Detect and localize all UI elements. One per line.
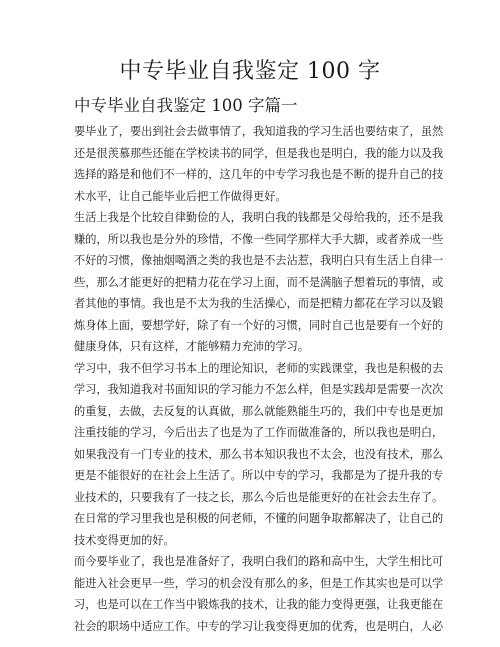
body-line: 社会的职场中适应工作。中专的学习让我变得更加的优秀，也是明白，人必 — [74, 619, 444, 633]
body-line: 的重复，去做，去反复的认真做，那么就能熟能生巧的，我们中专也是更加 — [74, 404, 444, 418]
body-line: 业技术的，只要我有了一技之长，那么今后也是能更好的在社会去生存了。 — [74, 490, 444, 504]
body-line: 健康身体，只有这样，才能够精力充沛的学习。 — [74, 340, 309, 353]
body-line: 选择的路是和他们不一样的，这几年的中专学习我也是不断的提升自己的技 — [74, 168, 444, 181]
body-line: 者其他的事情。我也是不太为我的生活操心，而是把精力都花在学习以及锻 — [74, 297, 444, 310]
body-line: 更是不能很好的在社会上生活了。所以中专的学习，我都是为了提升我的专 — [74, 469, 444, 482]
body-line: 而今要毕业了，我也是准备好了，我明白我们的路和高中生，大学生相比可 — [74, 555, 444, 568]
body-line: 不好的习惯，像抽烟喝酒之类的我也是不去沾惹，我明白只有生活上自律一 — [74, 254, 444, 267]
body-line: 学习，我知道我对书面知识的学习能力不怎么样，但是实践却是需要一次次 — [74, 383, 444, 396]
body-line: 习，也是可以在工作当中锻炼我的技术，让我的能力变得更强，让我更能在 — [74, 598, 444, 611]
section-heading: 中专毕业自我鉴定 100 字篇一 — [74, 96, 298, 115]
body-text — [74, 121, 444, 637]
body-line: 赚的，所以我也是分外的珍惜，不像一些同学那样大手大脚，或者养成一些 — [74, 232, 444, 246]
body-line: 如果我没有一门专业的技术，那么书本知识我也不太会，也没有技术，那么 — [74, 447, 444, 461]
body-line: 还是很羡慕那些还能在学校读书的同学，但是我也是明白，我的能力以及我 — [74, 146, 444, 160]
body-line: 炼身体上面，要想学好，除了有一个好的习惯，同时自己也是要有一个好的 — [74, 318, 444, 332]
body-line: 在日常的学习里我也是积极的问老师，不懂的问题争取都解决了，让自己的 — [74, 512, 444, 525]
body-line: 能进入社会更早一些，学习的机会没有那么的多，但是工作其实也是可以学 — [74, 576, 444, 590]
document-title: 中专毕业自我鉴定 100 字 — [119, 59, 381, 84]
body-line: 要毕业了，要出到社会去做事情了，我知道我的学习生活也要结束了，虽然 — [74, 125, 444, 138]
body-line: 学习中，我不但学习书本上的理论知识，老师的实践课堂，我也是积极的去 — [74, 361, 444, 375]
body-line: 些，那么才能更好的把精力花在学习上面，而不是满脑子想着玩的事情，或 — [74, 275, 444, 289]
body-line: 术水平，让自己能毕业后把工作做得更好。 — [74, 189, 287, 203]
body-line: 生活上我是个比较自律勤俭的人，我明白我的钱都是父母给我的，还不是我 — [74, 211, 444, 224]
body-line: 注重技能的学习，今后出去了也是为了工作而做准备的，所以我也是明白， — [74, 426, 444, 439]
body-line: 技术变得更加的好。 — [74, 533, 175, 547]
